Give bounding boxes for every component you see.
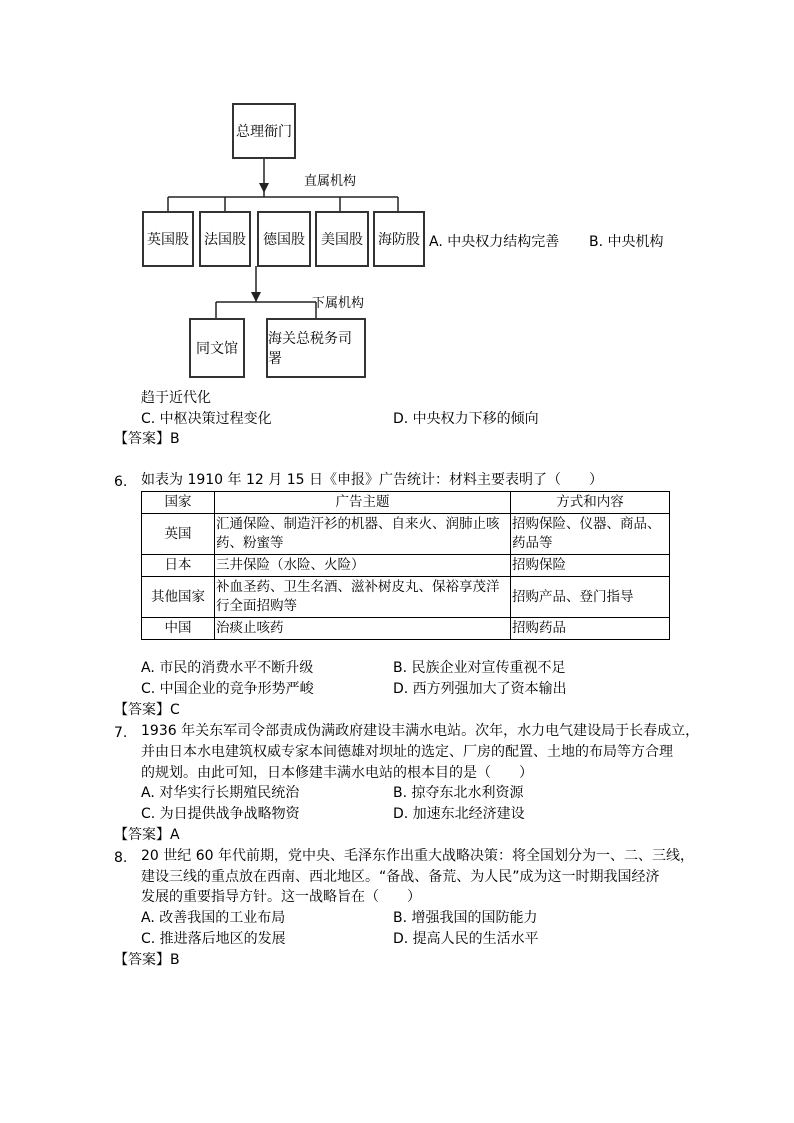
- q8-stem-line: 建设三线的重点放在西南、西北地区。“备战、备荒、为人民”成为这一时期我国经济: [141, 869, 660, 885]
- q7-stem-line: 的规划。由此可知，日本修建丰满水电站的根本目的是（ ）: [141, 765, 533, 781]
- q8-option-b: B. 增强我国的国防能力: [393, 910, 538, 926]
- table-cell-theme: 汇通保险、制造汗衫的机器、自来火、润肺止咳药、粉蜜等: [215, 514, 511, 555]
- ad-statistics-table: [141, 491, 670, 640]
- q7-stem-line: 并由日本水电建筑权威专家本间德雄对坝址的选定、厂房的配置、土地的布局等方合理: [141, 744, 673, 760]
- q8-option-c: C. 推进落后地区的发展: [141, 931, 286, 947]
- table-header-cell: 国家: [142, 492, 215, 514]
- q5-option-a-continued: 趋于近代化: [141, 390, 211, 406]
- q5-option-a: A. 中央权力结构完善: [429, 234, 560, 250]
- table-cell-theme: 治痰止咳药: [215, 618, 511, 640]
- q5-option-b: B. 中央机构: [589, 234, 664, 250]
- diagram-direct-unit: 英国股: [142, 211, 194, 267]
- q8-stem-line: 20 世纪 60 年代前期，党中央、毛泽东作出重大战略决策：将全国划分为一、二、三线，: [141, 848, 694, 864]
- diagram-direct-unit: 德国股: [257, 211, 311, 267]
- table-header-cell: 方式和内容: [511, 492, 670, 514]
- table-row: [142, 514, 670, 555]
- table-cell-theme: 补血圣药、卫生名酒、滋补树皮丸、保裕享茂洋行全面招购等: [215, 577, 511, 618]
- diagram-direct-unit: 美国股: [315, 211, 369, 267]
- q5-option-d: D. 中央权力下移的倾向: [393, 411, 539, 427]
- q6-option-c: C. 中国企业的竞争形势严峻: [141, 681, 314, 697]
- q6-option-a: A. 市民的消费水平不断升级: [141, 660, 314, 676]
- table-row: [142, 577, 670, 618]
- table-cell-method: 招购保险: [511, 555, 670, 577]
- q7-option-a: A. 对华实行长期殖民统治: [141, 785, 300, 801]
- q8-option-d: D. 提高人民的生活水平: [393, 931, 539, 947]
- q6-answer: 【答案】C: [114, 702, 180, 718]
- table-cell-method: 招购保险、仪器、商品、药品等: [511, 514, 670, 555]
- table-header-cell: 广告主题: [215, 492, 511, 514]
- diagram-direct-label: 直属机构: [304, 174, 357, 189]
- q5-option-c: C. 中枢决策过程变化: [141, 411, 272, 427]
- table-cell-method: 招购产品、登门指导: [511, 577, 670, 618]
- diagram-top-box: 总理衙门: [232, 103, 296, 159]
- table-cell-theme: 三井保险（水险、火险）: [215, 555, 511, 577]
- diagram-direct-unit: 海防股: [373, 211, 425, 267]
- q6-stem: 如表为 1910 年 12 月 15 日《申报》广告统计：材料主要表明了（ ）: [141, 472, 603, 488]
- q7-number: 7.: [114, 725, 128, 741]
- table-cell-method: 招购药品: [511, 618, 670, 640]
- table-header-row: [142, 492, 670, 514]
- table-cell-country: 其他国家: [142, 577, 215, 618]
- q7-option-c: C. 为日提供战争战略物资: [141, 806, 300, 822]
- q7-answer: 【答案】A: [114, 827, 180, 843]
- table-row: [142, 618, 670, 640]
- q6-option-d: D. 西方列强加大了资本输出: [393, 681, 567, 697]
- q7-option-d: D. 加速东北经济建设: [393, 806, 525, 822]
- q8-number: 8.: [114, 850, 128, 866]
- q7-option-b: B. 掠夺东北水利资源: [393, 785, 524, 801]
- q7-stem-line: 1936 年关东军司令部责成伪满政府建设丰满水电站。次年，水力电气建设局于长春成立，: [141, 723, 700, 739]
- table-cell-country: 英国: [142, 514, 215, 555]
- table-cell-country: 中国: [142, 618, 215, 640]
- q6-option-b: B. 民族企业对宣传重视不足: [393, 660, 566, 676]
- table-row: [142, 555, 670, 577]
- q6-number: 6.: [114, 474, 128, 490]
- diagram-connectors: [0, 0, 794, 400]
- diagram-direct-unit: 法国股: [199, 211, 251, 267]
- diagram-sub-unit: 海关总税务司署: [266, 318, 366, 378]
- q8-answer: 【答案】B: [114, 952, 180, 968]
- diagram-sub-label: 下属机构: [312, 296, 365, 311]
- table-cell-country: 日本: [142, 555, 215, 577]
- q8-option-a: A. 改善我国的工业布局: [141, 910, 286, 926]
- diagram-sub-unit: 同文馆: [189, 318, 245, 378]
- q5-answer: 【答案】B: [114, 431, 180, 447]
- q8-stem-line: 发展的重要指导方针。这一战略旨在（ ）: [141, 889, 421, 905]
